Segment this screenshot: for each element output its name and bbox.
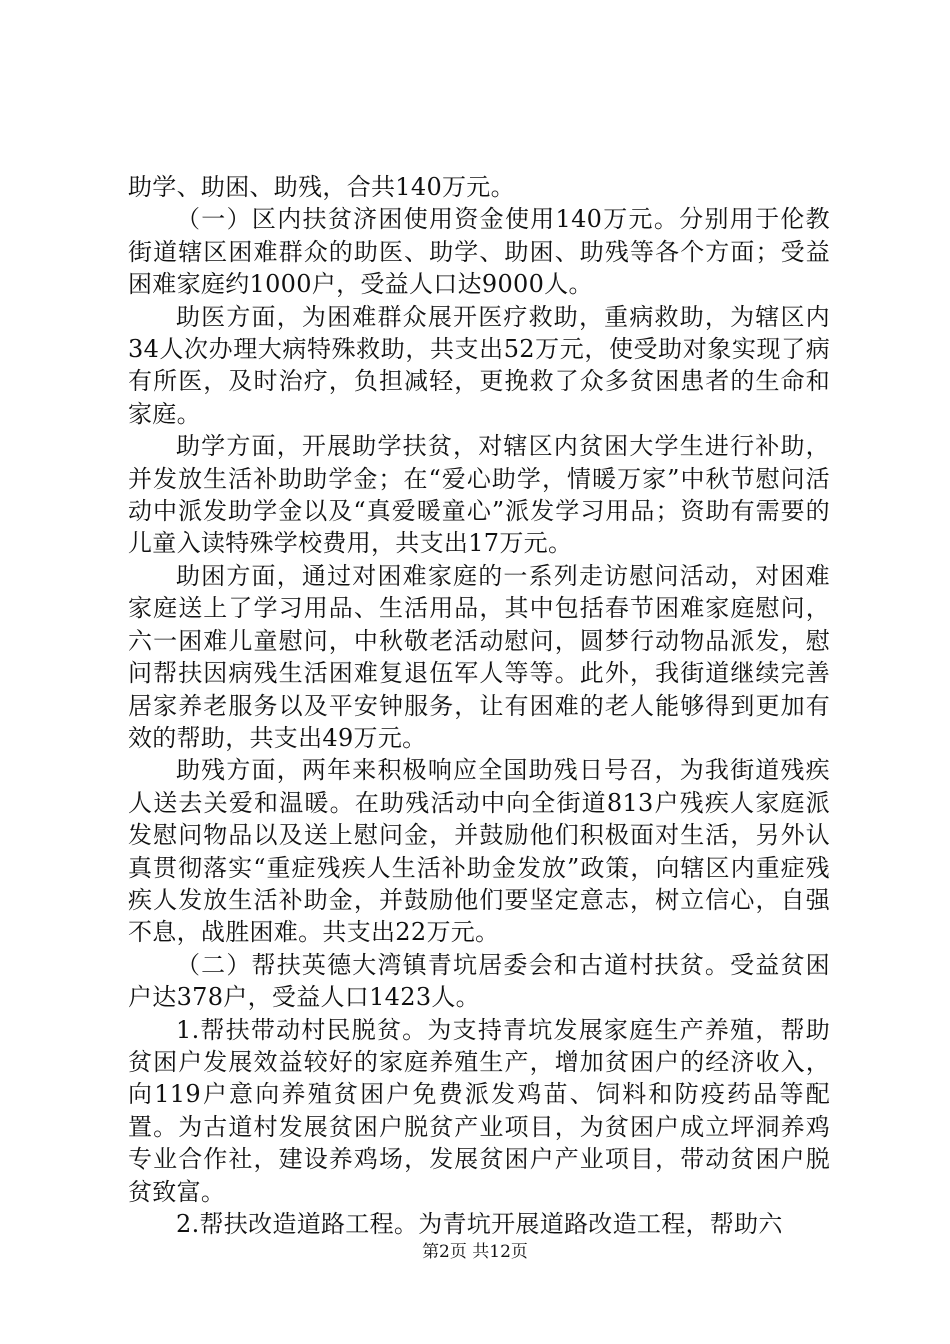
paragraph-7: （二）帮扶英德大湾镇青坑居委会和古道村扶贫。受益贫困户达378户，受益人口1423人。 — [128, 950, 830, 1012]
paragraph-4: 助学方面，开展助学扶贫，对辖区内贫困大学生进行补助，并发放生活补助助学金；在“爱心助学，情暖万家”中秋节慰问活动中派发助学金以及“真爱暖童心”派发学习用品；资助有需要的儿童入读特殊学校费用，共支出17万元。 — [128, 432, 830, 558]
paragraph-2: （一）区内扶贫济困使用资金使用140万元。分别用于伦教街道辖区困难群众的助医、助学、助困、助残等各个方面；受益困难家庭约1000户，受益人口达9000人。 — [128, 205, 830, 299]
paragraph-5: 助困方面，通过对困难家庭的一系列走访慰问活动，对困难家庭送上了学习用品、生活用品，其中包括春节困难家庭慰问，六一困难儿童慰问，中秋敬老活动慰问，圆梦行动物品派发，慰问帮扶因病残生活困难复退伍军人等等。此外，我街道继续完善居家养老服务以及平安钟服务，让有困难的老人能够得到更加有效的帮助，共支出49万元。 — [128, 561, 830, 752]
paragraph-6: 助残方面，两年来积极响应全国助残日号召，为我街道残疾人送去关爱和温暖。在助残活动中向全街道813户残疾人家庭派发慰问物品以及送上慰问金，并鼓励他们积极面对生活，另外认真贯彻落实“重症残疾人生活补助金发放”政策，向辖区内重症残疾人发放生活补助金，并鼓励他们要坚定意志，树立信心，自强不息，战胜困难。共支出22万元。 — [128, 756, 830, 947]
page-footer — [0, 1241, 950, 1263]
paragraph-9: 2.帮扶改造道路工程。为青坑开展道路改造工程，帮助六 — [176, 1210, 783, 1238]
page-number-label: 第2页 共12页 — [422, 1242, 528, 1262]
document-body — [128, 171, 830, 1240]
paragraph-8: 1.帮扶带动村民脱贫。为支持青坑发展家庭生产养殖，帮助贫困户发展效益较好的家庭养殖生产，增加贫困户的经济收入，向119户意向养殖贫困户免费派发鸡苗、饲料和防疫药品等配置。为古道村发展贫困户脱贫产业项目，为贫困户成立坪洞养鸡专业合作社，建设养鸡场，发展贫困户产业项目，带动贫困户脱贫致富。 — [128, 1015, 830, 1206]
paragraph-1: 助学、助困、助残，合共140万元。 — [128, 173, 515, 201]
paragraph-3: 助医方面，为困难群众展开医疗救助，重病救助，为辖区内34人次办理大病特殊救助，共支出52万元，使受助对象实现了病有所医，及时治疗，负担减轻，更挽救了众多贫困患者的生命和家庭。 — [128, 302, 830, 428]
